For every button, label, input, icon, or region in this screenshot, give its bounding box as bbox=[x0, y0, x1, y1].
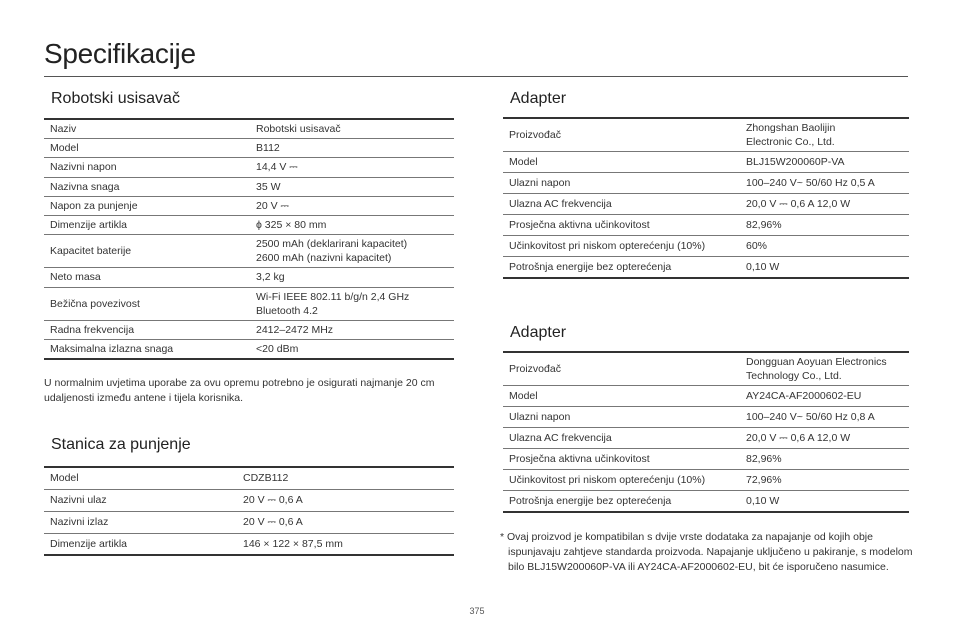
spec-label: Dimenzije artikla bbox=[44, 215, 250, 234]
spec-label: Nazivni ulaz bbox=[44, 489, 237, 511]
table-row bbox=[44, 119, 454, 139]
table-row bbox=[44, 177, 454, 196]
spec-label: Dimenzije artikla bbox=[44, 533, 237, 555]
table-row bbox=[44, 235, 454, 268]
spec-label: Ulazni napon bbox=[503, 173, 740, 194]
spec-value: 20,0 V ⎓ 0,6 A 12,0 W bbox=[740, 194, 909, 215]
table-row bbox=[44, 320, 454, 339]
spec-value: 20 V ⎓ bbox=[250, 196, 454, 215]
spec-value: Wi-Fi IEEE 802.11 b/g/n 2,4 GHz Bluetooth 4.2 bbox=[250, 287, 454, 320]
spec-label: Nazivna snaga bbox=[44, 177, 250, 196]
spec-label: Bežična povezivost bbox=[44, 287, 250, 320]
spec-value: 82,96% bbox=[740, 215, 909, 236]
spec-value: 60% bbox=[740, 236, 909, 257]
spec-value: 14,4 V ⎓ bbox=[250, 158, 454, 177]
spec-value: 100–240 V~ 50/60 Hz 0,5 A bbox=[740, 173, 909, 194]
robot-section-heading: Robotski usisavač bbox=[51, 90, 180, 107]
robot-spec-table bbox=[44, 118, 454, 360]
spec-value: 82,96% bbox=[740, 449, 909, 470]
table-row bbox=[503, 173, 909, 194]
spec-value: 20,0 V ⎓ 0,6 A 12,0 W bbox=[740, 428, 909, 449]
station-section-heading: Stanica za punjenje bbox=[51, 436, 191, 453]
spec-label: Proizvođač bbox=[503, 352, 740, 386]
spec-label: Radna frekvencija bbox=[44, 320, 250, 339]
page-number: 375 bbox=[469, 606, 485, 616]
table-row bbox=[44, 489, 454, 511]
table-row bbox=[503, 194, 909, 215]
spec-label: Model bbox=[503, 386, 740, 407]
spec-value: 2500 mAh (deklarirani kapacitet) 2600 mAh (nazivni kapacitet) bbox=[250, 235, 454, 268]
spec-value: CDZB112 bbox=[237, 467, 454, 489]
robot-antenna-note: U normalnim uvjetima uporabe za ovu opremu potrebno je osigurati najmanje 20 cm udaljenosti između antene i tijela korisnika. bbox=[44, 377, 435, 405]
table-row bbox=[503, 470, 909, 491]
table-row bbox=[503, 352, 909, 386]
table-row bbox=[503, 449, 909, 470]
spec-label: Kapacitet baterije bbox=[44, 235, 250, 268]
table-row bbox=[503, 118, 909, 152]
table-row bbox=[44, 158, 454, 177]
spec-label: Nazivni napon bbox=[44, 158, 250, 177]
spec-value: Robotski usisavač bbox=[250, 119, 454, 139]
station-spec-table bbox=[44, 466, 454, 556]
spec-value: AY24CA-AF2000602-EU bbox=[740, 386, 909, 407]
adapter2-spec-table bbox=[503, 351, 909, 513]
spec-value: 146 × 122 × 87,5 mm bbox=[237, 533, 454, 555]
spec-label: Potrošnja energije bez opterećenja bbox=[503, 257, 740, 278]
spec-label: Nazivni izlaz bbox=[44, 511, 237, 533]
table-row bbox=[44, 511, 454, 533]
spec-value: 0,10 W bbox=[740, 491, 909, 512]
table-row bbox=[503, 215, 909, 236]
spec-label: Model bbox=[44, 139, 250, 158]
spec-value: <20 dBm bbox=[250, 340, 454, 360]
spec-label: Napon za punjenje bbox=[44, 196, 250, 215]
spec-value: 3,2 kg bbox=[250, 268, 454, 287]
adapter2-section-heading: Adapter bbox=[510, 324, 567, 341]
spec-value: 20 V ⎓ 0,6 A bbox=[237, 489, 454, 511]
page-title: Specifikacije bbox=[44, 38, 196, 69]
table-row bbox=[503, 152, 909, 173]
spec-label: Učinkovitost pri niskom opterećenju (10%) bbox=[503, 236, 740, 257]
spec-label: Proizvođač bbox=[503, 118, 740, 152]
spec-value: 2412–2472 MHz bbox=[250, 320, 454, 339]
table-row bbox=[44, 533, 454, 555]
table-row bbox=[44, 287, 454, 320]
spec-label: Neto masa bbox=[44, 268, 250, 287]
table-row bbox=[44, 139, 454, 158]
spec-label: Učinkovitost pri niskom opterećenju (10%) bbox=[503, 470, 740, 491]
spec-value: 0,10 W bbox=[740, 257, 909, 278]
table-row bbox=[503, 257, 909, 278]
spec-label: Ulazna AC frekvencija bbox=[503, 194, 740, 215]
table-row bbox=[44, 215, 454, 234]
spec-label: Ulazni napon bbox=[503, 407, 740, 428]
table-row bbox=[503, 236, 909, 257]
spec-label: Maksimalna izlazna snaga bbox=[44, 340, 250, 360]
table-row bbox=[44, 467, 454, 489]
table-row bbox=[503, 428, 909, 449]
adapter-compatibility-note: * Ovaj proizvod je kompatibilan s dvije vrste dodataka za napajanje od kojih obje ispunjavaju zahtjeve standarda proizvoda. Napajanje uključeno u pakiranje, s modelom bilo BLJ15W200060P-VA ili AY24CA-AF2000602-EU, bit će isporučeno nasumice. bbox=[500, 531, 913, 574]
table-row bbox=[503, 407, 909, 428]
title-divider bbox=[44, 76, 908, 77]
adapter1-section-heading: Adapter bbox=[510, 90, 567, 107]
spec-value: 35 W bbox=[250, 177, 454, 196]
spec-label: Model bbox=[503, 152, 740, 173]
spec-label: Naziv bbox=[44, 119, 250, 139]
adapter1-spec-table bbox=[503, 117, 909, 279]
table-row bbox=[44, 340, 454, 360]
table-row bbox=[44, 268, 454, 287]
spec-value: B112 bbox=[250, 139, 454, 158]
spec-label: Prosječna aktivna učinkovitost bbox=[503, 449, 740, 470]
table-row bbox=[503, 491, 909, 512]
table-row bbox=[44, 196, 454, 215]
spec-value: 20 V ⎓ 0,6 A bbox=[237, 511, 454, 533]
spec-value: BLJ15W200060P-VA bbox=[740, 152, 909, 173]
spec-label: Model bbox=[44, 467, 237, 489]
spec-value: ϕ 325 × 80 mm bbox=[250, 215, 454, 234]
spec-value: 100–240 V~ 50/60 Hz 0,8 A bbox=[740, 407, 909, 428]
spec-value: Dongguan Aoyuan Electronics Technology Co., Ltd. bbox=[740, 352, 909, 386]
spec-label: Ulazna AC frekvencija bbox=[503, 428, 740, 449]
spec-value: 72,96% bbox=[740, 470, 909, 491]
spec-label: Potrošnja energije bez opterećenja bbox=[503, 491, 740, 512]
spec-value: Zhongshan Baolijin Electronic Co., Ltd. bbox=[740, 118, 909, 152]
spec-label: Prosječna aktivna učinkovitost bbox=[503, 215, 740, 236]
table-row bbox=[503, 386, 909, 407]
